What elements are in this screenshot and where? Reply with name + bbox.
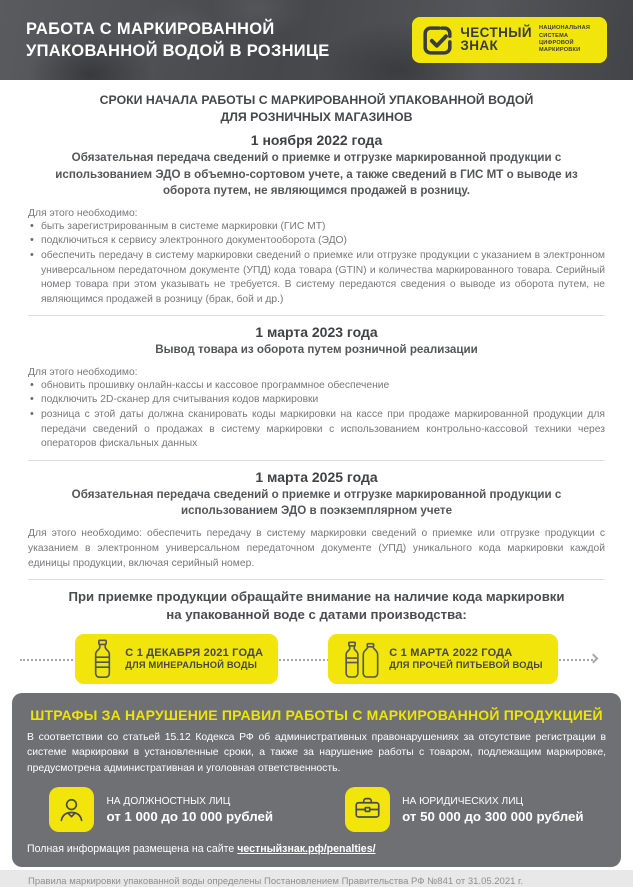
page-title	[26, 18, 330, 63]
milestone-november-2022	[28, 132, 605, 307]
officials-fine-text	[106, 796, 273, 824]
timeline-heading-line2: на упакованной воде с датами производства:	[166, 607, 467, 623]
water-bottles-icon	[343, 639, 379, 679]
more-info-text: Полная информация размещена на сайте	[27, 843, 235, 856]
bullet-item: • быть зарегистрированным в системе маркировки (ГИС МТ)	[28, 220, 605, 235]
milestone-march-2025	[28, 469, 605, 571]
legal-entities-fine-text	[402, 796, 583, 824]
timeline-row	[28, 634, 605, 684]
penalties-description: В соответствии со статьей 15.12 Кодекса РФ об административных правонарушениях за отсутствие регистрации в системе маркировки в установленные сроки, а также за нарушение работы с товаром, подлежащим маркировке, предусмотрена административная и уголовная ответственность.	[27, 731, 606, 774]
bullet-item: • розница с этой даты должна сканировать коды маркировки на кассе при продаже маркированной продукции для передачи сведений о продажах в систему маркировки с использованием контрольно-кассовой техники через операторов фискальных данных	[28, 408, 605, 452]
drinking-water-card	[328, 634, 557, 684]
milestone-march-2023	[28, 324, 605, 452]
mineral-water-card-text	[125, 647, 263, 670]
card-label: ДЛЯ МИНЕРАЛЬНОЙ ВОДЫ	[125, 660, 257, 671]
page-title-line1: РАБОТА С МАРКИРОВАННОЙ	[26, 19, 275, 38]
card-label: ДЛЯ ПРОЧЕЙ ПИТЬЕВОЙ ВОДЫ	[389, 660, 543, 671]
milestone-lead: Обязательная передача сведений о приемке и отгрузке маркированной продукции с использованием ЭДО в поэкземплярном учете	[71, 487, 562, 518]
main-content	[0, 80, 633, 684]
divider	[28, 460, 605, 461]
timeline-heading-line1: При приемке продукции обращайте внимание на наличие кода маркировки	[68, 588, 565, 604]
timeline-arrow-icon	[589, 653, 599, 663]
footnote: Правила маркировки упакованной воды определены Постановлением Правительства РФ №841 от 31.05.2021 г.	[28, 876, 523, 887]
header	[0, 0, 633, 80]
milestone-lead: Вывод товара из оборота путем розничной реализации	[155, 343, 478, 357]
bullet-item: • обновить прошивку онлайн-кассы и кассовое программное обеспечение	[28, 379, 605, 394]
briefcase-icon	[345, 787, 390, 832]
checkmark-scan-icon	[422, 25, 453, 56]
list-intro: Для этого необходимо:	[28, 366, 138, 378]
officials-fine	[49, 787, 273, 832]
requirements-list	[28, 379, 605, 452]
section-title-line2: ДЛЯ РОЗНИЧНЫХ МАГАЗИНОВ	[220, 110, 413, 125]
milestone-lead: Обязательная передача сведений о приемке и отгрузке маркированной продукции с использованием ЭДО в объемно-сортовом учете, а также сведений в ГИС МТ о выводе из оборота путем, не являющимся продажей в розницу.	[55, 151, 578, 198]
drinking-water-card-text	[389, 647, 542, 670]
penalties-panel	[12, 693, 621, 867]
fine-target: НА ДОЛЖНОСТНЫХ ЛИЦ	[106, 795, 231, 807]
fine-amount: от 50 000 до 300 000 рублей	[402, 808, 584, 824]
milestone-paragraph: Для этого необходимо: обеспечить передачу в систему маркировки сведений о приемке или отгрузке продукции с указанием в электронном универсальном передаточном документе (УПД) уникального кода маркировки каждой единицы продукции, включая серийный номер.	[28, 527, 605, 569]
bullet-item: • подключиться к сервису электронного документооборота (ЭДО)	[28, 234, 605, 249]
legal-entities-fine	[345, 787, 583, 832]
section-title-line1: СРОКИ НАЧАЛА РАБОТЫ С МАРКИРОВАННОЙ УПАКОВАННОЙ ВОДОЙ	[99, 93, 534, 107]
logo-brand-text	[460, 27, 532, 53]
milestone-date: 1 марта 2025 года	[255, 468, 378, 485]
list-intro: Для этого необходимо:	[28, 207, 138, 219]
card-date: С 1 ДЕКАБРЯ 2021 ГОДА	[125, 647, 264, 660]
chestny-znak-logo	[412, 17, 607, 63]
more-info-line	[27, 843, 606, 855]
penalties-title: ШТРАФЫ ЗА НАРУШЕНИЕ ПРАВИЛ РАБОТЫ С МАРКИРОВАННОЙ ПРОДУКЦИЕЙ	[30, 706, 603, 723]
bullet-item: • обеспечить передачу в систему маркировки сведений о приемке или отгрузке продукции с указанием в электронном универсальном передаточном документе (УПД) кода товара (GTIN) и количества маркированного товара. Серийный номер товара при этом указывать не требуется. В систему передаются сведения о выводе из оборота путем, не являющимся продажей в розницу (брак, бой и др.)	[28, 249, 605, 307]
divider	[28, 579, 605, 580]
bullet-item: • подключить 2D-сканер для считывания кодов маркировки	[28, 393, 605, 408]
acceptance-timeline	[28, 588, 605, 684]
page-title-line2: УПАКОВАННОЙ ВОДОЙ В РОЗНИЦЕ	[26, 42, 330, 60]
milestone-date: 1 ноября 2022 года	[250, 132, 383, 149]
requirements-list	[28, 220, 605, 308]
water-bottle-icon	[90, 639, 115, 679]
penalties-link[interactable]: честныйзнак.рф/penalties/	[237, 843, 376, 856]
card-date: С 1 МАРТА 2022 ГОДА	[389, 647, 513, 660]
mineral-water-card	[75, 634, 278, 684]
official-person-icon	[49, 787, 94, 832]
fine-amount: от 1 000 до 10 000 рублей	[106, 808, 274, 824]
logo-brand-line2: ЗНАК	[460, 38, 499, 53]
logo-brand-line1: ЧЕСТНЫЙ	[460, 25, 532, 41]
timeline-heading	[28, 588, 605, 625]
divider	[28, 315, 605, 316]
fine-target: НА ЮРИДИЧЕСКИХ ЛИЦ	[402, 795, 524, 807]
fines-row	[27, 787, 606, 832]
logo-tagline: НАЦИОНАЛЬНАЯ СИСТЕМА ЦИФРОВОЙ МАРКИРОВКИ	[539, 25, 591, 54]
milestone-date: 1 марта 2023 года	[255, 324, 378, 341]
section-title	[67, 92, 567, 126]
